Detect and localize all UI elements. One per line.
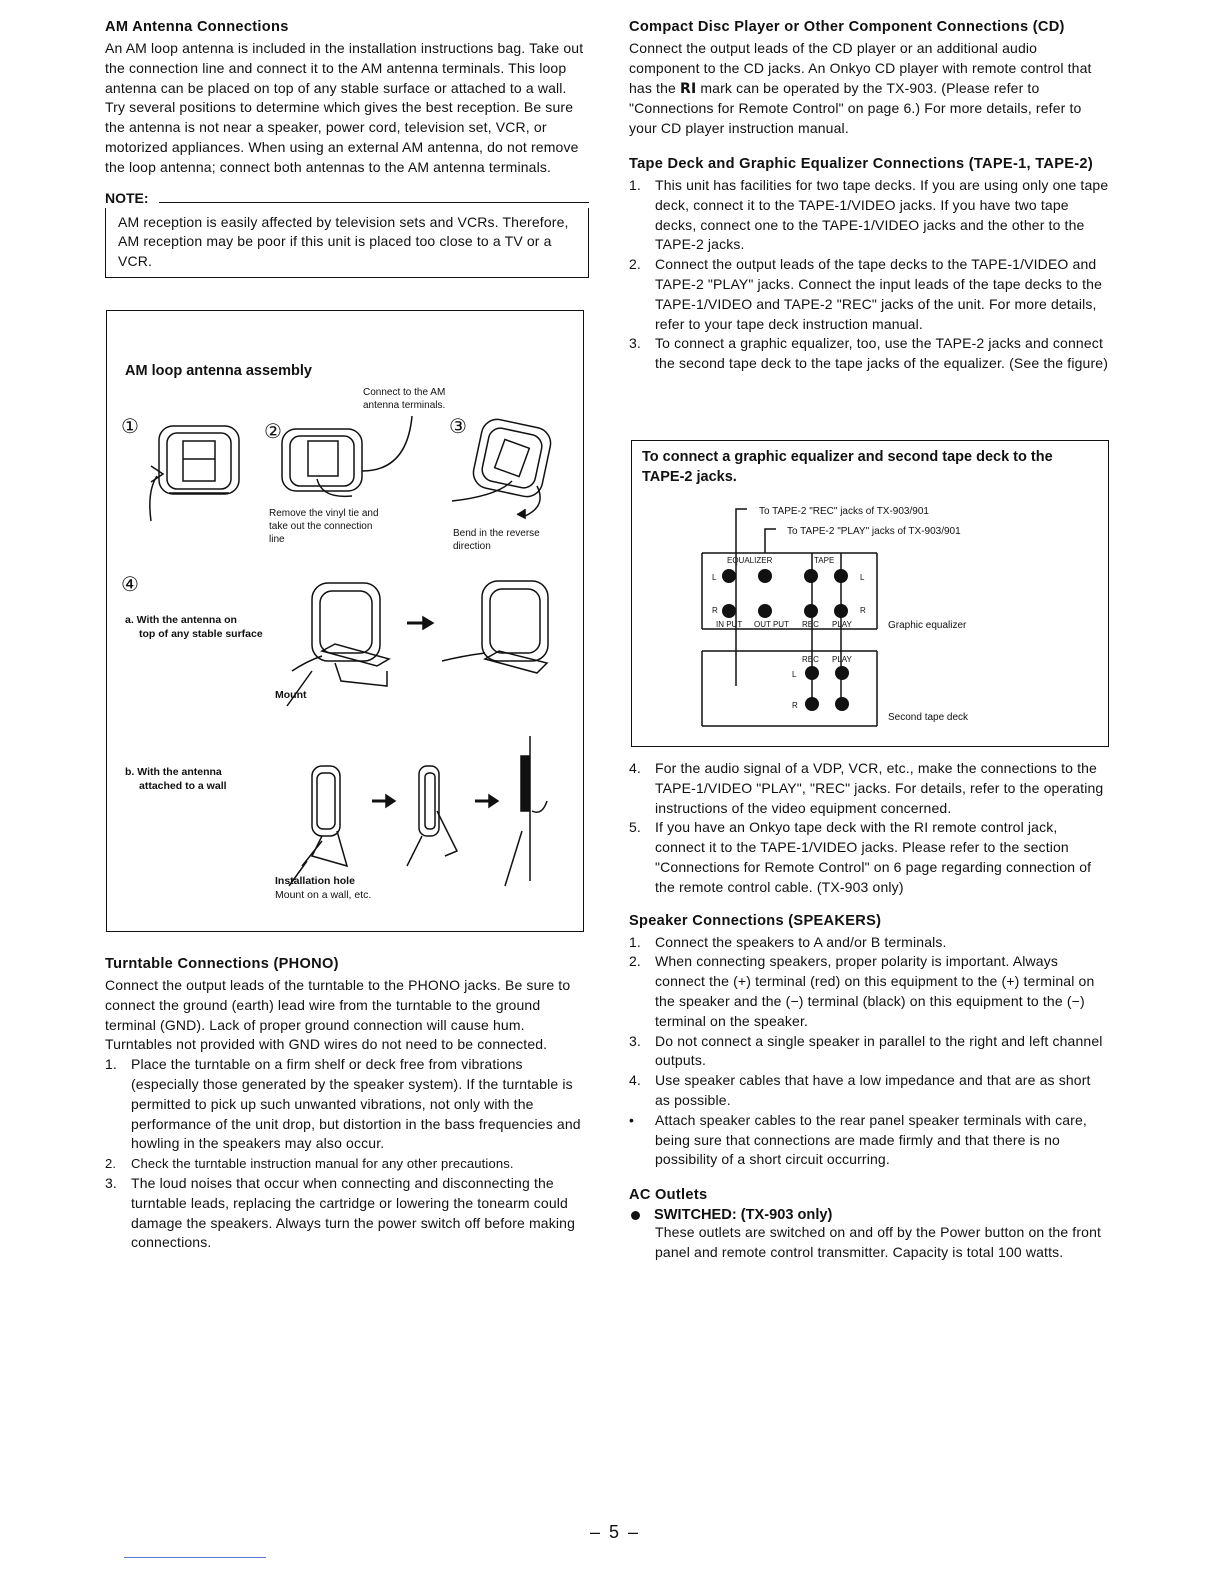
jack bbox=[805, 666, 819, 680]
jack bbox=[834, 604, 848, 618]
jack bbox=[804, 604, 818, 618]
eq-figure-title: To connect a graphic equalizer and second tape deck to the TAPE-2 jacks. bbox=[642, 449, 1053, 485]
jack bbox=[804, 569, 818, 583]
jack bbox=[722, 604, 736, 618]
jack bbox=[835, 666, 849, 680]
list-item: • Attach speaker cables to the rear panel speaker terminals with care, being sure that connections are made firmly and that there is no possibility of a short circuit occurring. bbox=[629, 1111, 1087, 1168]
list-item: 4. Use speaker cables that have a low impedance and that are as short as possible. bbox=[629, 1072, 1091, 1108]
deck-l-label: L bbox=[792, 670, 797, 679]
ri-mark: RI bbox=[680, 80, 697, 97]
second-deck-label: Second tape deck bbox=[888, 712, 969, 723]
list-item: 3. Do not connect a single speaker in parallel to the right and left channel outputs. bbox=[629, 1032, 1103, 1069]
list-item: 2. When connecting speakers, proper polarity is important. Always connect the (+) terminal (red) on this equipment to the (+) terminal on the speaker and the (−) terminal (black) on this equipment to the (−) terminal on the speaker. bbox=[629, 953, 1095, 1029]
speakers-list bbox=[629, 933, 1109, 1171]
figure-title: AM loop antenna assembly bbox=[125, 363, 312, 379]
eq-l-right: L bbox=[860, 573, 865, 582]
rec-label: To TAPE-2 "REC" jacks of TX-903/901 bbox=[759, 506, 929, 517]
play-col-label: PLAY bbox=[832, 620, 852, 629]
list-item: 5. If you have an Onkyo tape deck with the RI remote control jack, connect it to the TAPE-1/VIDEO jacks. Please refer to the section "Connections for Remote Control" on 6 page regarding connection of the remote control cable. (TX-903 only) bbox=[629, 819, 1092, 895]
deck-rec-label: REC bbox=[802, 655, 819, 664]
ac-body: These outlets are switched on and off by the Power button on the front panel and remote control transmitter. Capacity is total 100 watts. bbox=[655, 1224, 1102, 1260]
speakers-heading: Speaker Connections (SPEAKERS) bbox=[629, 912, 882, 929]
note-text: AM reception is easily affected by television sets and VCRs. Therefore, AM reception may be poor if this unit is placed too close to a TV or a VCR. bbox=[118, 213, 569, 270]
deck-play-label: PLAY bbox=[832, 655, 852, 664]
jack bbox=[758, 569, 772, 583]
page-number: – 5 – bbox=[590, 1522, 641, 1542]
am-antenna-heading: AM Antenna Connections bbox=[105, 19, 289, 35]
tape-list bbox=[629, 176, 1109, 374]
output-label: OUT PUT bbox=[754, 620, 789, 629]
note-box bbox=[105, 208, 589, 278]
phono-body: Connect the output leads of the turntable to the PHONO jacks. Be sure to connect the ground (earth) lead wire from the turntable to the ground terminal (GND). Lack of proper ground connection will cause hum. Turntables not provided with GND wires do not need to be connected. bbox=[105, 977, 571, 1053]
tape-heading: Tape Deck and Graphic Equalizer Connections (TAPE-1, TAPE-2) bbox=[629, 155, 1093, 172]
tape-list-continued bbox=[629, 759, 1109, 898]
jack bbox=[835, 697, 849, 711]
step-3-marker: ③ bbox=[449, 416, 467, 438]
rec-col-label: REC bbox=[802, 620, 819, 629]
bullet-icon bbox=[631, 1211, 640, 1220]
cd-body: Connect the output leads of the CD player or an additional audio component to the CD jacks. An Onkyo CD player with remote control that has the RI mark can be operated by the TX-903. (Please refer to "Connections for Remote Control" on page 6.) For more details, refer to your CD player instruction manual. bbox=[629, 40, 1092, 137]
play-label: To TAPE-2 "PLAY" jacks of TX-903/901 bbox=[787, 526, 961, 537]
eq-r-right: R bbox=[860, 606, 866, 615]
input-label: IN PUT bbox=[716, 620, 743, 629]
step-4-marker: ④ bbox=[121, 574, 139, 596]
graphic-eq-label: Graphic equalizer bbox=[888, 620, 967, 631]
note-label: NOTE: bbox=[105, 189, 149, 206]
bend-label: Bend in the reverse direction bbox=[453, 528, 540, 552]
jack bbox=[758, 604, 772, 618]
eq-r-left: R bbox=[712, 606, 718, 615]
mount-label: Mount bbox=[275, 689, 307, 701]
equalizer-wiring bbox=[632, 441, 1108, 746]
eq-l-left: L bbox=[712, 573, 717, 582]
list-item: 3. The loud noises that occur when connecting and disconnecting the turntable leads, replacing the cartridge or lowering the tonearm could damage the speakers. Always turn the power switch off before making connections. bbox=[105, 1174, 576, 1251]
tape-label: TAPE bbox=[814, 556, 835, 565]
step-1-marker: ① bbox=[121, 416, 139, 438]
cd-heading: Compact Disc Player or Other Component Connections (CD) bbox=[629, 19, 1065, 35]
ac-heading: AC Outlets bbox=[629, 1187, 708, 1204]
jack bbox=[834, 569, 848, 583]
remove-tie-label: Remove the vinyl tie and take out the connection line bbox=[269, 508, 379, 545]
jack bbox=[722, 569, 736, 583]
stable-surface-label: a. With the antenna on top of any stable surface bbox=[125, 614, 263, 640]
list-item: 1. This unit has facilities for two tape decks. If you are using only one tape deck, connect it to the TAPE-1/VIDEO jacks. If you have two tape decks, connect one to the TAPE-1/VIDEO jacks and the other to the TAPE-2 jacks. bbox=[629, 176, 1109, 253]
equalizer-figure bbox=[631, 440, 1109, 747]
equalizer-label: EQUALIZER bbox=[727, 556, 773, 565]
deck-r-label: R bbox=[792, 701, 798, 710]
list-item: 2. Connect the output leads of the tape decks to the TAPE-1/VIDEO and TAPE-2 "PLAY" jacks. Connect the input leads of the tape decks to the TAPE-1/VIDEO and TAPE-2 "REC" jacks of the unit. For more details, refer to your tape deck instruction manual. bbox=[629, 256, 1103, 332]
wall-label: b. With the antenna attached to a wall bbox=[125, 766, 227, 792]
note-header bbox=[105, 190, 589, 206]
list-item: 1. Place the turntable on a firm shelf or deck free from vibrations (especially those generated by the speaker system). If the turntable is permitted to pick up such unwanted vibrations, not only with the performance of the unit drop, but distortion in the bass frequencies and howling in the speakers may also occur. bbox=[105, 1056, 581, 1152]
step-2-marker: ② bbox=[264, 421, 282, 443]
note-rule bbox=[159, 202, 589, 203]
am-antenna-figure bbox=[106, 310, 584, 932]
phono-list bbox=[105, 1055, 589, 1253]
switched-heading: SWITCHED: (TX-903 only) bbox=[629, 1207, 1109, 1223]
list-item: 4. For the audio signal of a VDP, VCR, etc., make the connections to the TAPE-1/VIDEO "PLAY", "REC" jacks. For details, refer to the operating instructions of the video equipment concerned. bbox=[629, 760, 1104, 816]
jack bbox=[805, 697, 819, 711]
connect-label: Connect to the AM antenna terminals. bbox=[363, 387, 446, 411]
footer-rule bbox=[124, 1557, 266, 1558]
am-antenna-body: An AM loop antenna is included in the installation instructions bag. Take out the connection line and connect it to the AM antenna terminals. This loop antenna can be placed on top of any stable surface or attached to a wall. Try several positions to determine which gives the best reception. Be sure the antenna is not near a speaker, power cord, television set, VCR, or motorized appliances. When using an external AM antenna, do not remove the loop antenna; connect both antennas to the AM antenna terminals. bbox=[105, 40, 584, 175]
list-item: 1. Connect the speakers to A and/or B terminals. bbox=[629, 933, 947, 950]
list-item: 3. To connect a graphic equalizer, too, use the TAPE-2 jacks and connect the second tape deck to the tape jacks of the equalizer. (See the figure) bbox=[629, 335, 1109, 372]
left-column bbox=[105, 18, 589, 278]
phono-section bbox=[105, 955, 589, 1253]
right-lower bbox=[629, 759, 1109, 1263]
installation-hole-label: Installation hole Mount on a wall, etc. bbox=[275, 875, 372, 901]
list-item: 2. Check the turntable instruction manual for any other precautions. bbox=[105, 1156, 514, 1172]
phono-heading: Turntable Connections (PHONO) bbox=[105, 956, 339, 972]
right-column bbox=[629, 18, 1109, 374]
